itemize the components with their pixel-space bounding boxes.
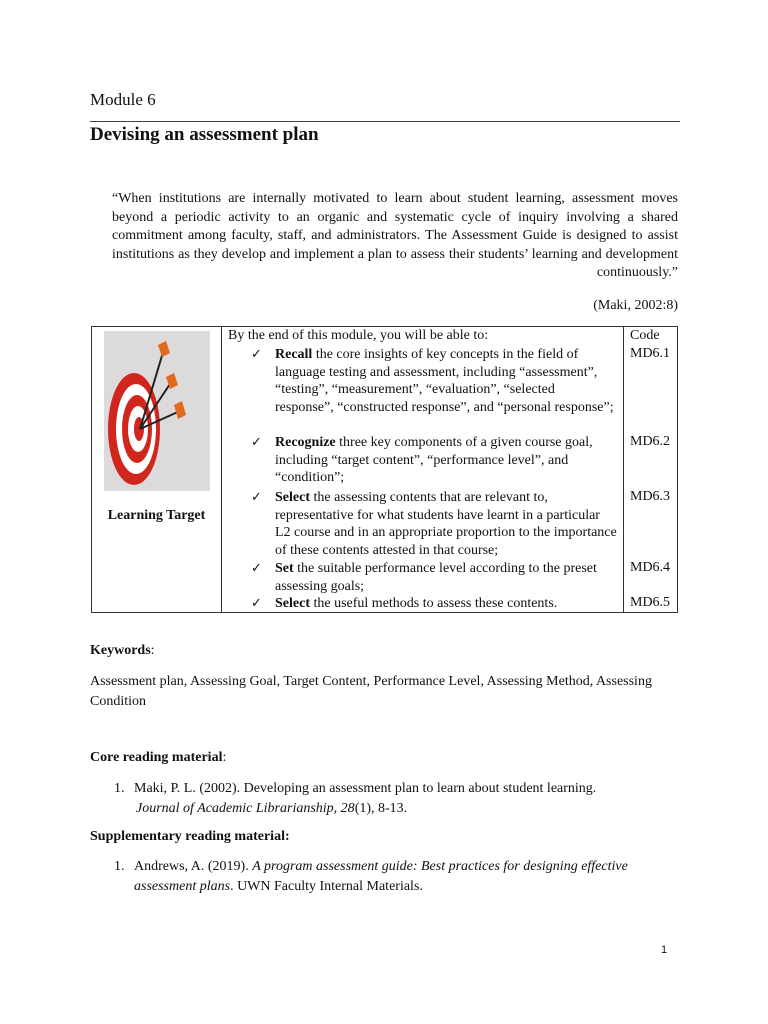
objective-text: the assessing contents that are relevant to, representative for what students have learnt in a particular L2 course and in an appropriate proportion to the importance of these contents attested in that course; [275,490,617,558]
title-rule [90,121,680,122]
code-cell [624,327,678,613]
objective-text: the useful methods to assess these contents. [309,596,558,611]
learning-target-label: Learning Target [107,508,206,523]
objective-code: MD6.1 [630,346,671,361]
page-title: Devising an assessment plan [90,124,319,145]
objective-code: MD6.5 [630,595,671,610]
checkmark-icon: ✓ [251,434,262,449]
objective-text: the suitable performance level according to the preset assessing goals; [275,561,597,594]
learning-target-image-cell [92,327,222,613]
dart-target-icon [104,331,210,491]
opening-quote: “When institutions are internally motivated to learn about student learning, assessment moves beyond a periodic activity to an organic and systematic cycle of inquiry involving a shared commitment among faculty, staff, and administrators. The Assessment Guide is designed to assist institutions as they develop and implement a plan to assess their students’ learning and development continuously.” [112,191,678,280]
objective-code: MD6.4 [630,560,671,575]
module-label: Module 6 [90,90,156,109]
objective-verb: Set [275,561,294,576]
core-reading-heading: Core reading material: [90,750,227,765]
objectives-cell [222,327,624,613]
document-page: Module 6 Devising an assessment plan “When institutions are internally motivated to learn about student learning, assessment moves beyond a periodic activity to an organic and systematic cycle of inquiry involving a shared commitment among faculty, staff, and administrators. The Assessment Guide is designed to assist institutions as they develop and implement a plan to assess their students’ learning and development continuously.” (Maki, 2002:8) Learning Target By the end of this module, you will be able to: ✓ Recall the core insights of key concepts in the field of language testing and assessment, including “assessment”, “testing”, “measurement”, “evaluation”, “selected response”, “constructed response”, and “personal response”; ✓ Recognize three key components of a given course goal, including “target content”, “performance level”, and “condition”; ✓ Select the assessing contents that are relevant to, representative for what students have learnt in a particular L2 course and in an appropriate proportion to the importance of these contents attested in that course; ✓ Set the suitable performance level according to the preset assessing goals; ✓ Select the useful methods to assess these contents. Code MD6.1 MD6.2 MD6.3 MD6.4 MD6.5 Keywords: Assessment plan, Assessing Goal, Target Content, Performance Level, Assessing Method, Assessing Condition Core reading material: 1. Maki, P. L. (2002). Developing an assessment plan to learn about student learning. Journal of Academic Librarianship, 28(1), 8-13. Supplementary reading material: 1. Andrews, A. (2019). A program assessment guide: Best practices for designing effective assessment plans. UWN Faculty Internal Materials. 1 [90,90,678,956]
keywords-list: Assessment plan, Assessing Goal, Target Content, Performance Level, Assessing Method, Assessing Condition [90,674,652,709]
checkmark-icon: ✓ [251,595,262,610]
objective-text: the core insights of key concepts in the field of language testing and assessment, including “assessment”, “testing”, “measurement”, “evaluation”, “selected response”, “constructed response”, and “personal response”; [275,347,614,415]
checkmark-icon: ✓ [251,560,262,575]
checkmark-icon: ✓ [251,489,262,504]
code-header: Code [630,328,660,343]
objectives-intro: By the end of this module, you will be able to: [228,328,489,343]
objective-text: three key components of a given course goal, including “target content”, “performance level”, and “condition”; [275,435,593,485]
supplementary-reading-heading: Supplementary reading material: [90,829,290,844]
page-number: 1 [661,944,668,956]
objective-code: MD6.3 [630,489,671,504]
objective-verb: Recognize [275,435,336,450]
objective-verb: Select [275,596,310,611]
keywords-heading: Keywords: [90,643,155,658]
objective-verb: Recall [275,347,313,362]
checkmark-icon: ✓ [251,346,262,361]
objective-verb: Select [275,490,310,505]
learning-target-table [91,326,678,613]
objective-code: MD6.2 [630,434,671,449]
quote-source: (Maki, 2002:8) [593,298,678,313]
